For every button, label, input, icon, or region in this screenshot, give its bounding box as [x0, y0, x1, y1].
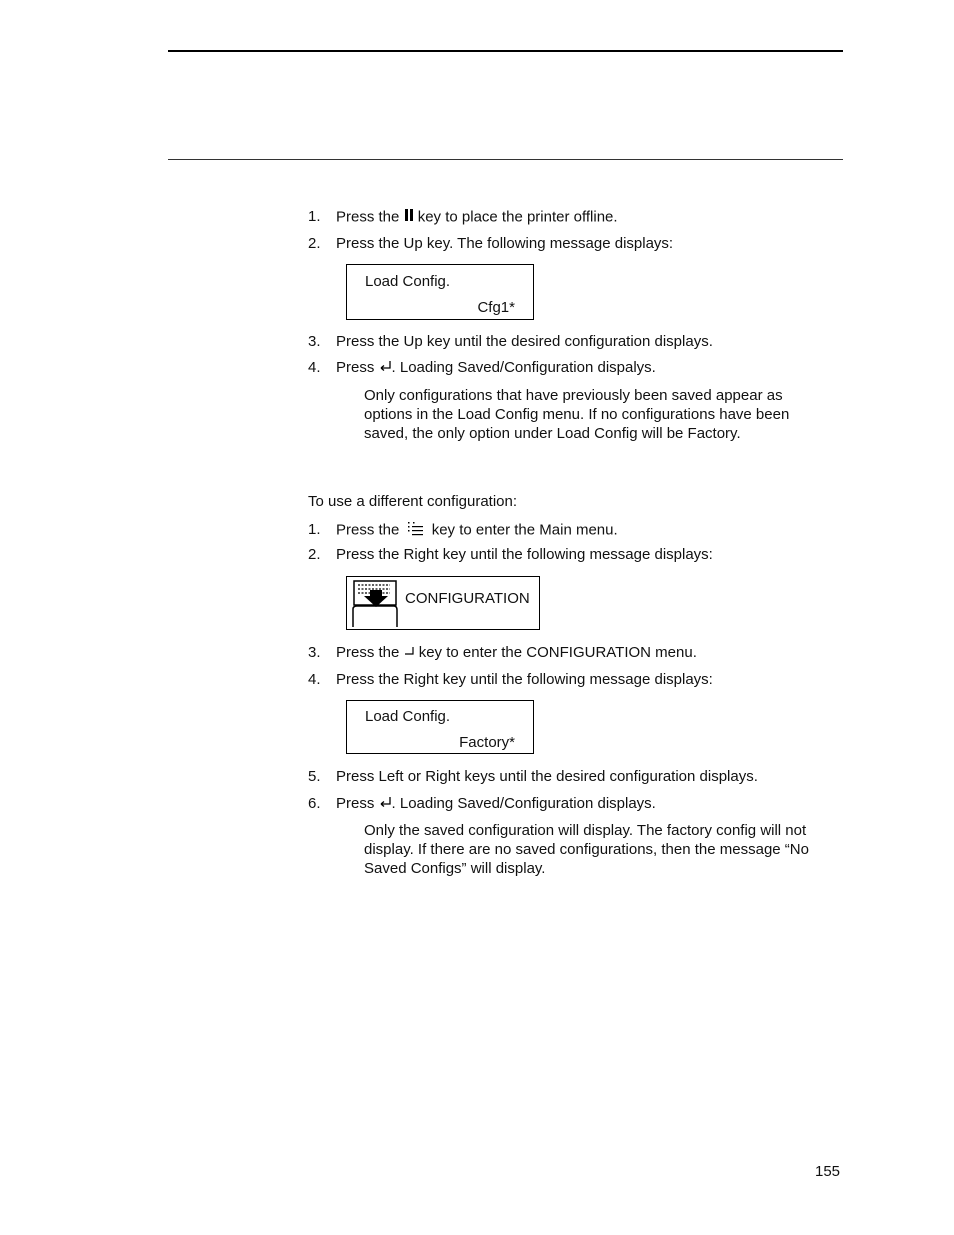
enter-key-icon: [404, 644, 415, 662]
pause-key-icon: [404, 208, 414, 227]
section-rule: [168, 159, 843, 160]
intro-different-config: To use a different configuration:: [308, 493, 518, 510]
step-6-enter: 6. Press . Loading Saved/Configuration displays.: [308, 795, 656, 812]
configuration-menu-icon: [350, 579, 400, 631]
note-saved-configs: Only configurations that have previously been saved appear as options in the Load Config menu. If no configurations have been saved, the only option under Load Config will be Factory.: [364, 387, 790, 442]
note-factory-config: Only the saved configuration will display. The factory config will not display. If there are no saved configurations, then the message “No Saved Configs” will display.: [364, 822, 809, 877]
header-rule: [168, 50, 843, 52]
step-1-offline: 1. Press the key to place the printer offline.: [308, 208, 618, 226]
menu-key-icon: [408, 520, 424, 541]
step-4-right-key: 4. Press the Right key until the following message displays:: [308, 671, 713, 688]
page-number: 155: [815, 1163, 841, 1180]
lcd-display-cfg1: Load Config. Cfg1*: [346, 264, 534, 320]
step-1-main-menu: 1. Press the key to enter the Main menu.: [308, 520, 618, 541]
step-2-right-key: 2. Press the Right key until the following message displays:: [308, 546, 713, 563]
enter-key-icon: [379, 795, 392, 813]
step-4-enter: 4. Press . Loading Saved/Configuration dispalys.: [308, 359, 656, 376]
lcd-display-factory: Load Config. Factory*: [346, 700, 534, 754]
step-3-up-key: 3. Press the Up key until the desired configuration displays.: [308, 333, 713, 350]
lcd-display-configuration: CONFIGURATION: [346, 576, 540, 630]
step-2-up-key: 2. Press the Up key. The following message displays:: [308, 235, 674, 252]
step-5-left-right: 5. Press Left or Right keys until the desired configuration displays.: [308, 768, 758, 785]
step-3-enter-config: 3. Press the key to enter the CONFIGURATION menu.: [308, 644, 697, 661]
enter-key-icon: [379, 359, 392, 377]
